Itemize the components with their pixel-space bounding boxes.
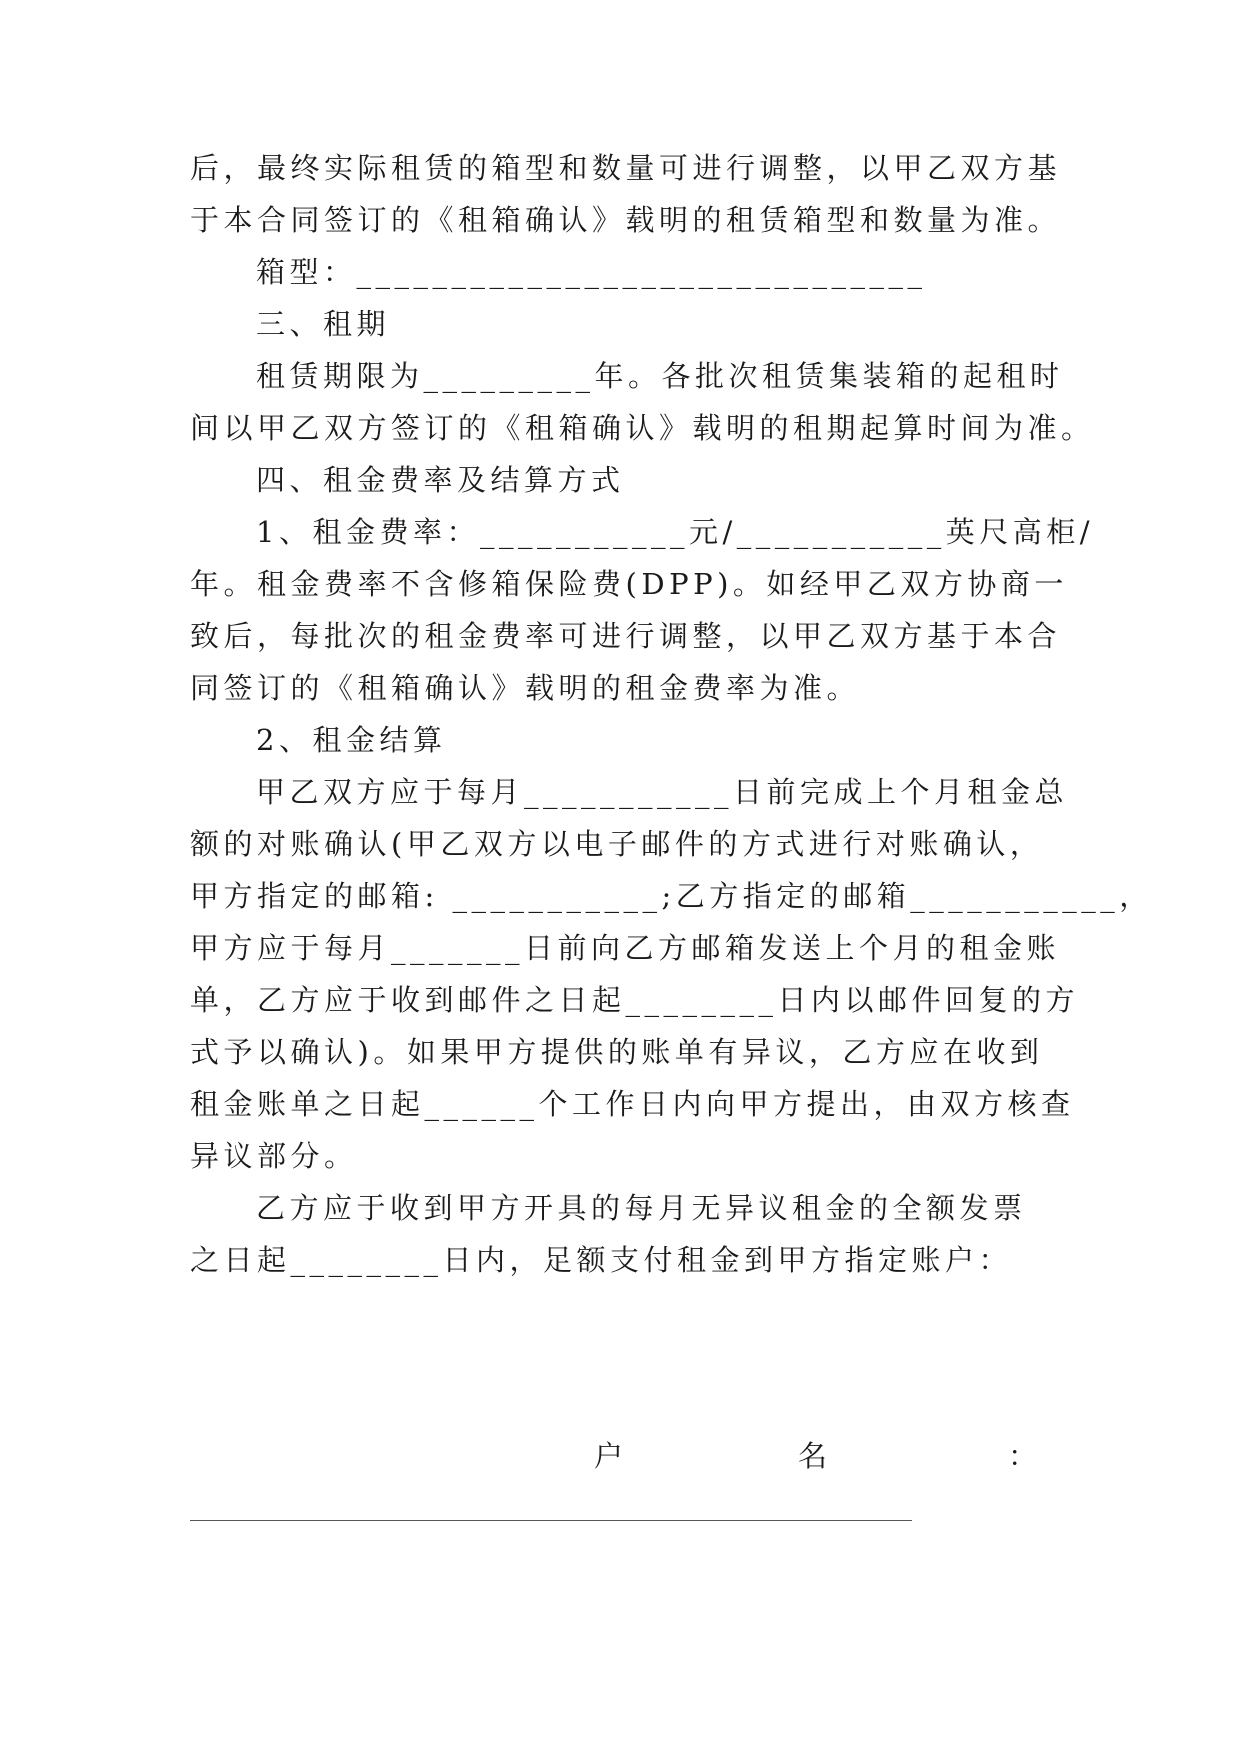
paragraph-line: 异议部分。 — [190, 1139, 358, 1173]
section-heading-rent-rate: 四、租金费率及结算方式 — [256, 463, 625, 497]
account-name-blank-line — [190, 1520, 912, 1521]
account-name-label-char1: 户 — [594, 1439, 624, 1473]
paragraph-line: 甲乙双方应于每月___________日前完成上个月租金总 — [256, 775, 1069, 809]
paragraph-line: 1、租金费率：___________元/___________英尺高柜/ — [256, 515, 1094, 549]
paragraph-line: 甲方应于每月_______日前向乙方邮箱发送上个月的租金账 — [190, 931, 1061, 965]
paragraph-line: 乙方应于收到甲方开具的每月无异议租金的全额发票 — [256, 1191, 1027, 1225]
paragraph-line: 后，最终实际租赁的箱型和数量可进行调整，以甲乙双方基 — [190, 151, 1062, 185]
paragraph-line: 租金账单之日起______个工作日内向甲方提出，由双方核查 — [190, 1087, 1075, 1121]
paragraph-line: 同签订的《租箱确认》载明的租金费率为准。 — [190, 671, 861, 705]
paragraph-line: 甲方指定的邮箱: ___________;乙方指定的邮箱___________， — [190, 879, 1153, 913]
paragraph-line: 额的对账确认(甲乙双方以电子邮件的方式进行对账确认， — [190, 827, 1044, 861]
paragraph-line: 间以甲乙双方签订的《租箱确认》载明的租期起算时间为准。 — [190, 411, 1095, 445]
account-name-label-char2: 名 — [798, 1439, 828, 1473]
section-heading-lease-term: 三、租期 — [256, 307, 391, 341]
paragraph-line: 之日起________日内，足额支付租金到甲方指定账户： — [190, 1243, 1013, 1277]
paragraph-line: 致后，每批次的租金费率可进行调整，以甲乙双方基于本合 — [190, 619, 1062, 653]
paragraph-line: 租赁期限为_________年。各批次租赁集装箱的起租时 — [256, 359, 1064, 393]
paragraph-line: 式予以确认)。如果甲方提供的账单有异议，乙方应在收到 — [190, 1035, 1044, 1069]
paragraph-line: 单，乙方应于收到邮件之日起________日内以邮件回复的方 — [190, 983, 1080, 1017]
account-name-row — [190, 1436, 1050, 1476]
box-type-line: 箱型：______________________________ — [256, 255, 927, 289]
paragraph-line: 年。租金费率不含修箱保险费(DPP)。如经甲乙双方协商一 — [190, 567, 1068, 601]
subsection-heading-rent-settlement: 2、租金结算 — [256, 723, 447, 757]
account-name-colon: ： — [1008, 1439, 1038, 1473]
paragraph-line: 于本合同签订的《租箱确认》载明的租赁箱型和数量为准。 — [190, 203, 1062, 237]
